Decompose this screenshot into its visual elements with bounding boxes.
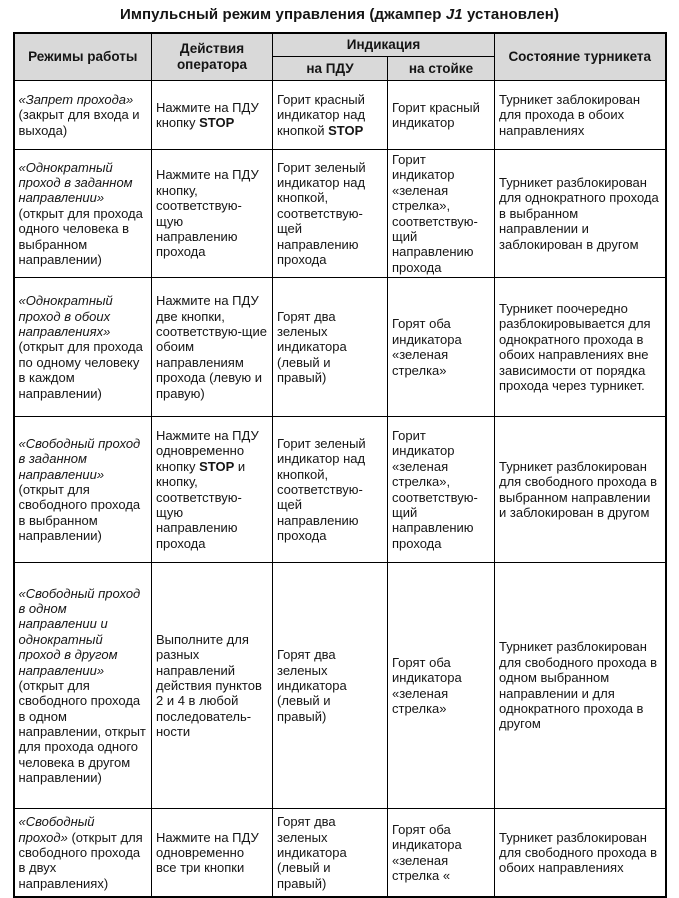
text-segment: Нажмите на ПДУ кнопку, соответствую-щую направлению прохода bbox=[156, 167, 259, 260]
text-segment: «Свободный проход в одном направлении и однократный проход в другом направлении» bbox=[18, 585, 141, 678]
column-header-on-stand: на стойке bbox=[388, 57, 495, 81]
text-segment: Горит индикатор «зеленая стрелка», соответствую-щий направлению прохода bbox=[392, 152, 478, 275]
title-suffix: установлен) bbox=[462, 6, 560, 23]
operator-action-cell bbox=[152, 81, 273, 150]
table-row bbox=[14, 81, 666, 150]
column-header-turnstile-state: Состояние турникета bbox=[495, 33, 666, 81]
text-segment: Горит зеленый индикатор над кнопкой, соответствую-щей направлению прохода bbox=[277, 159, 366, 268]
text-segment: Горят оба индикатора «зеленая стрелка» bbox=[392, 316, 462, 378]
text-segment: Нажмите на ПДУ кнопку bbox=[156, 99, 259, 130]
text-segment: STOP bbox=[199, 458, 235, 474]
text-segment: Турникет разблокирован для однократного прохода в выбранном направлении и заблокирован в другом bbox=[499, 175, 659, 252]
text-segment: «Запрет прохода» bbox=[18, 91, 134, 107]
turnstile-state-cell bbox=[495, 563, 666, 809]
operator-action-cell bbox=[152, 809, 273, 898]
table-row bbox=[14, 150, 666, 278]
text-segment: Горят два зеленых индикатора (левый и правый) bbox=[277, 647, 347, 724]
operator-action-cell bbox=[152, 278, 273, 417]
table-body bbox=[14, 81, 666, 898]
text-segment: STOP bbox=[328, 122, 364, 138]
text-segment: Турникет поочередно разблокировывается для однократного прохода в обоих направлениях вне зависимости от порядка прохода через турникет. bbox=[499, 300, 651, 393]
text-segment: «Свободный проход в заданном направлении» bbox=[18, 435, 141, 482]
table-row bbox=[14, 278, 666, 417]
column-header-on-pdu: на ПДУ bbox=[273, 57, 388, 81]
stand-indication-cell bbox=[388, 417, 495, 563]
text-segment: Выполните для разных направлений действия пунктов 2 и 4 в любой последователь-ности bbox=[156, 631, 262, 740]
mode-cell bbox=[14, 81, 152, 150]
pdu-indication-cell bbox=[273, 278, 388, 417]
column-header-indication: Индикация bbox=[273, 33, 495, 57]
table-row bbox=[14, 809, 666, 898]
text-segment: и кнопку, соответствую-щую направлению прохода bbox=[156, 458, 246, 551]
page-title bbox=[0, 6, 679, 23]
pdu-indication-cell bbox=[273, 417, 388, 563]
text-segment: (открыт для прохода по одному человеку в каждом направлении) bbox=[18, 339, 143, 401]
table-header bbox=[14, 33, 666, 81]
text-segment: Горят два зеленых индикатора (левый и правый) bbox=[277, 814, 347, 891]
mode-cell bbox=[14, 563, 152, 809]
text-segment: (открыт для свободного прохода в двух направлениях) bbox=[18, 829, 143, 891]
text-segment: «Однократный проход в обоих направлениях» bbox=[18, 293, 113, 340]
turnstile-state-cell bbox=[495, 809, 666, 898]
table-row bbox=[14, 563, 666, 809]
text-segment: (открыт для свободного прохода в выбранном направлении) bbox=[18, 481, 141, 544]
stand-indication-cell bbox=[388, 563, 495, 809]
pdu-indication-cell bbox=[273, 81, 388, 150]
text-segment: STOP bbox=[199, 115, 235, 130]
pdu-indication-cell bbox=[273, 150, 388, 278]
pdu-indication-cell bbox=[273, 563, 388, 809]
text-segment: (открыт для свободного прохода в одном направлении, открыт для прохода одного человека в другом направлении) bbox=[18, 677, 146, 786]
text-segment: Нажмите на ПДУ одновременно все три кнопки bbox=[156, 829, 259, 876]
text-segment: Турникет разблокирован для свободного прохода в обоих направлениях bbox=[499, 829, 657, 876]
turnstile-state-cell bbox=[495, 81, 666, 150]
turnstile-state-cell bbox=[495, 150, 666, 278]
table-row bbox=[14, 417, 666, 563]
text-segment: Горят оба индикатора «зеленая стрелка « bbox=[392, 821, 462, 884]
stand-indication-cell bbox=[388, 809, 495, 898]
column-header-operator-actions: Действия оператора bbox=[152, 33, 273, 81]
header-row-top bbox=[14, 33, 666, 57]
mode-cell bbox=[14, 278, 152, 417]
title-jumper-label: J1 bbox=[445, 6, 463, 23]
operator-action-cell bbox=[152, 563, 273, 809]
text-segment: Горят оба индикатора «зеленая стрелка» bbox=[392, 654, 462, 717]
stand-indication-cell bbox=[388, 150, 495, 278]
title-prefix: Импульсный режим управления (джампер bbox=[119, 6, 446, 23]
mode-cell bbox=[14, 150, 152, 278]
stand-indication-cell bbox=[388, 81, 495, 150]
mode-cell bbox=[14, 809, 152, 898]
operator-action-cell bbox=[152, 150, 273, 278]
control-modes-table bbox=[13, 32, 667, 898]
text-segment: Горят два зеленых индикатора (левый и правый) bbox=[277, 308, 347, 386]
text-segment: Горит красный индикатор над кнопкой bbox=[277, 91, 366, 138]
text-segment: (закрыт для входа и выхода) bbox=[18, 107, 140, 138]
column-header-modes: Режимы работы bbox=[14, 33, 152, 81]
pdu-indication-cell bbox=[273, 809, 388, 898]
text-segment: «Однократный проход в заданном направлении» bbox=[18, 159, 133, 206]
text-segment: Нажмите на ПДУ две кнопки, соответствую-щие обоим направлениям прохода (левую и правую) bbox=[156, 293, 267, 401]
text-segment: Турникет разблокирован для свободного прохода в выбранном направлении и заблокирован в другом bbox=[499, 458, 657, 521]
text-segment: Горит индикатор «зеленая стрелка», соответствую-щий направлению прохода bbox=[392, 428, 478, 551]
text-segment: «Свободный проход» bbox=[18, 814, 95, 845]
stand-indication-cell bbox=[388, 278, 495, 417]
turnstile-state-cell bbox=[495, 417, 666, 563]
text-segment: Турникет разблокирован для свободного прохода в одном выбранном направлении и для однократного прохода в другом bbox=[499, 639, 657, 732]
text-segment: Турникет заблокирован для прохода в обоих направлениях bbox=[499, 91, 641, 138]
text-segment: Горит зеленый индикатор над кнопкой, соответствую-щей направлению прохода bbox=[277, 435, 366, 544]
operator-action-cell bbox=[152, 417, 273, 563]
text-segment: Горит красный индикатор bbox=[392, 99, 480, 130]
text-segment: Нажмите на ПДУ одновременно кнопку bbox=[156, 428, 259, 474]
text-segment: (открыт для прохода одного человека в выбранном направлении) bbox=[18, 205, 143, 268]
mode-cell bbox=[14, 417, 152, 563]
turnstile-state-cell bbox=[495, 278, 666, 417]
